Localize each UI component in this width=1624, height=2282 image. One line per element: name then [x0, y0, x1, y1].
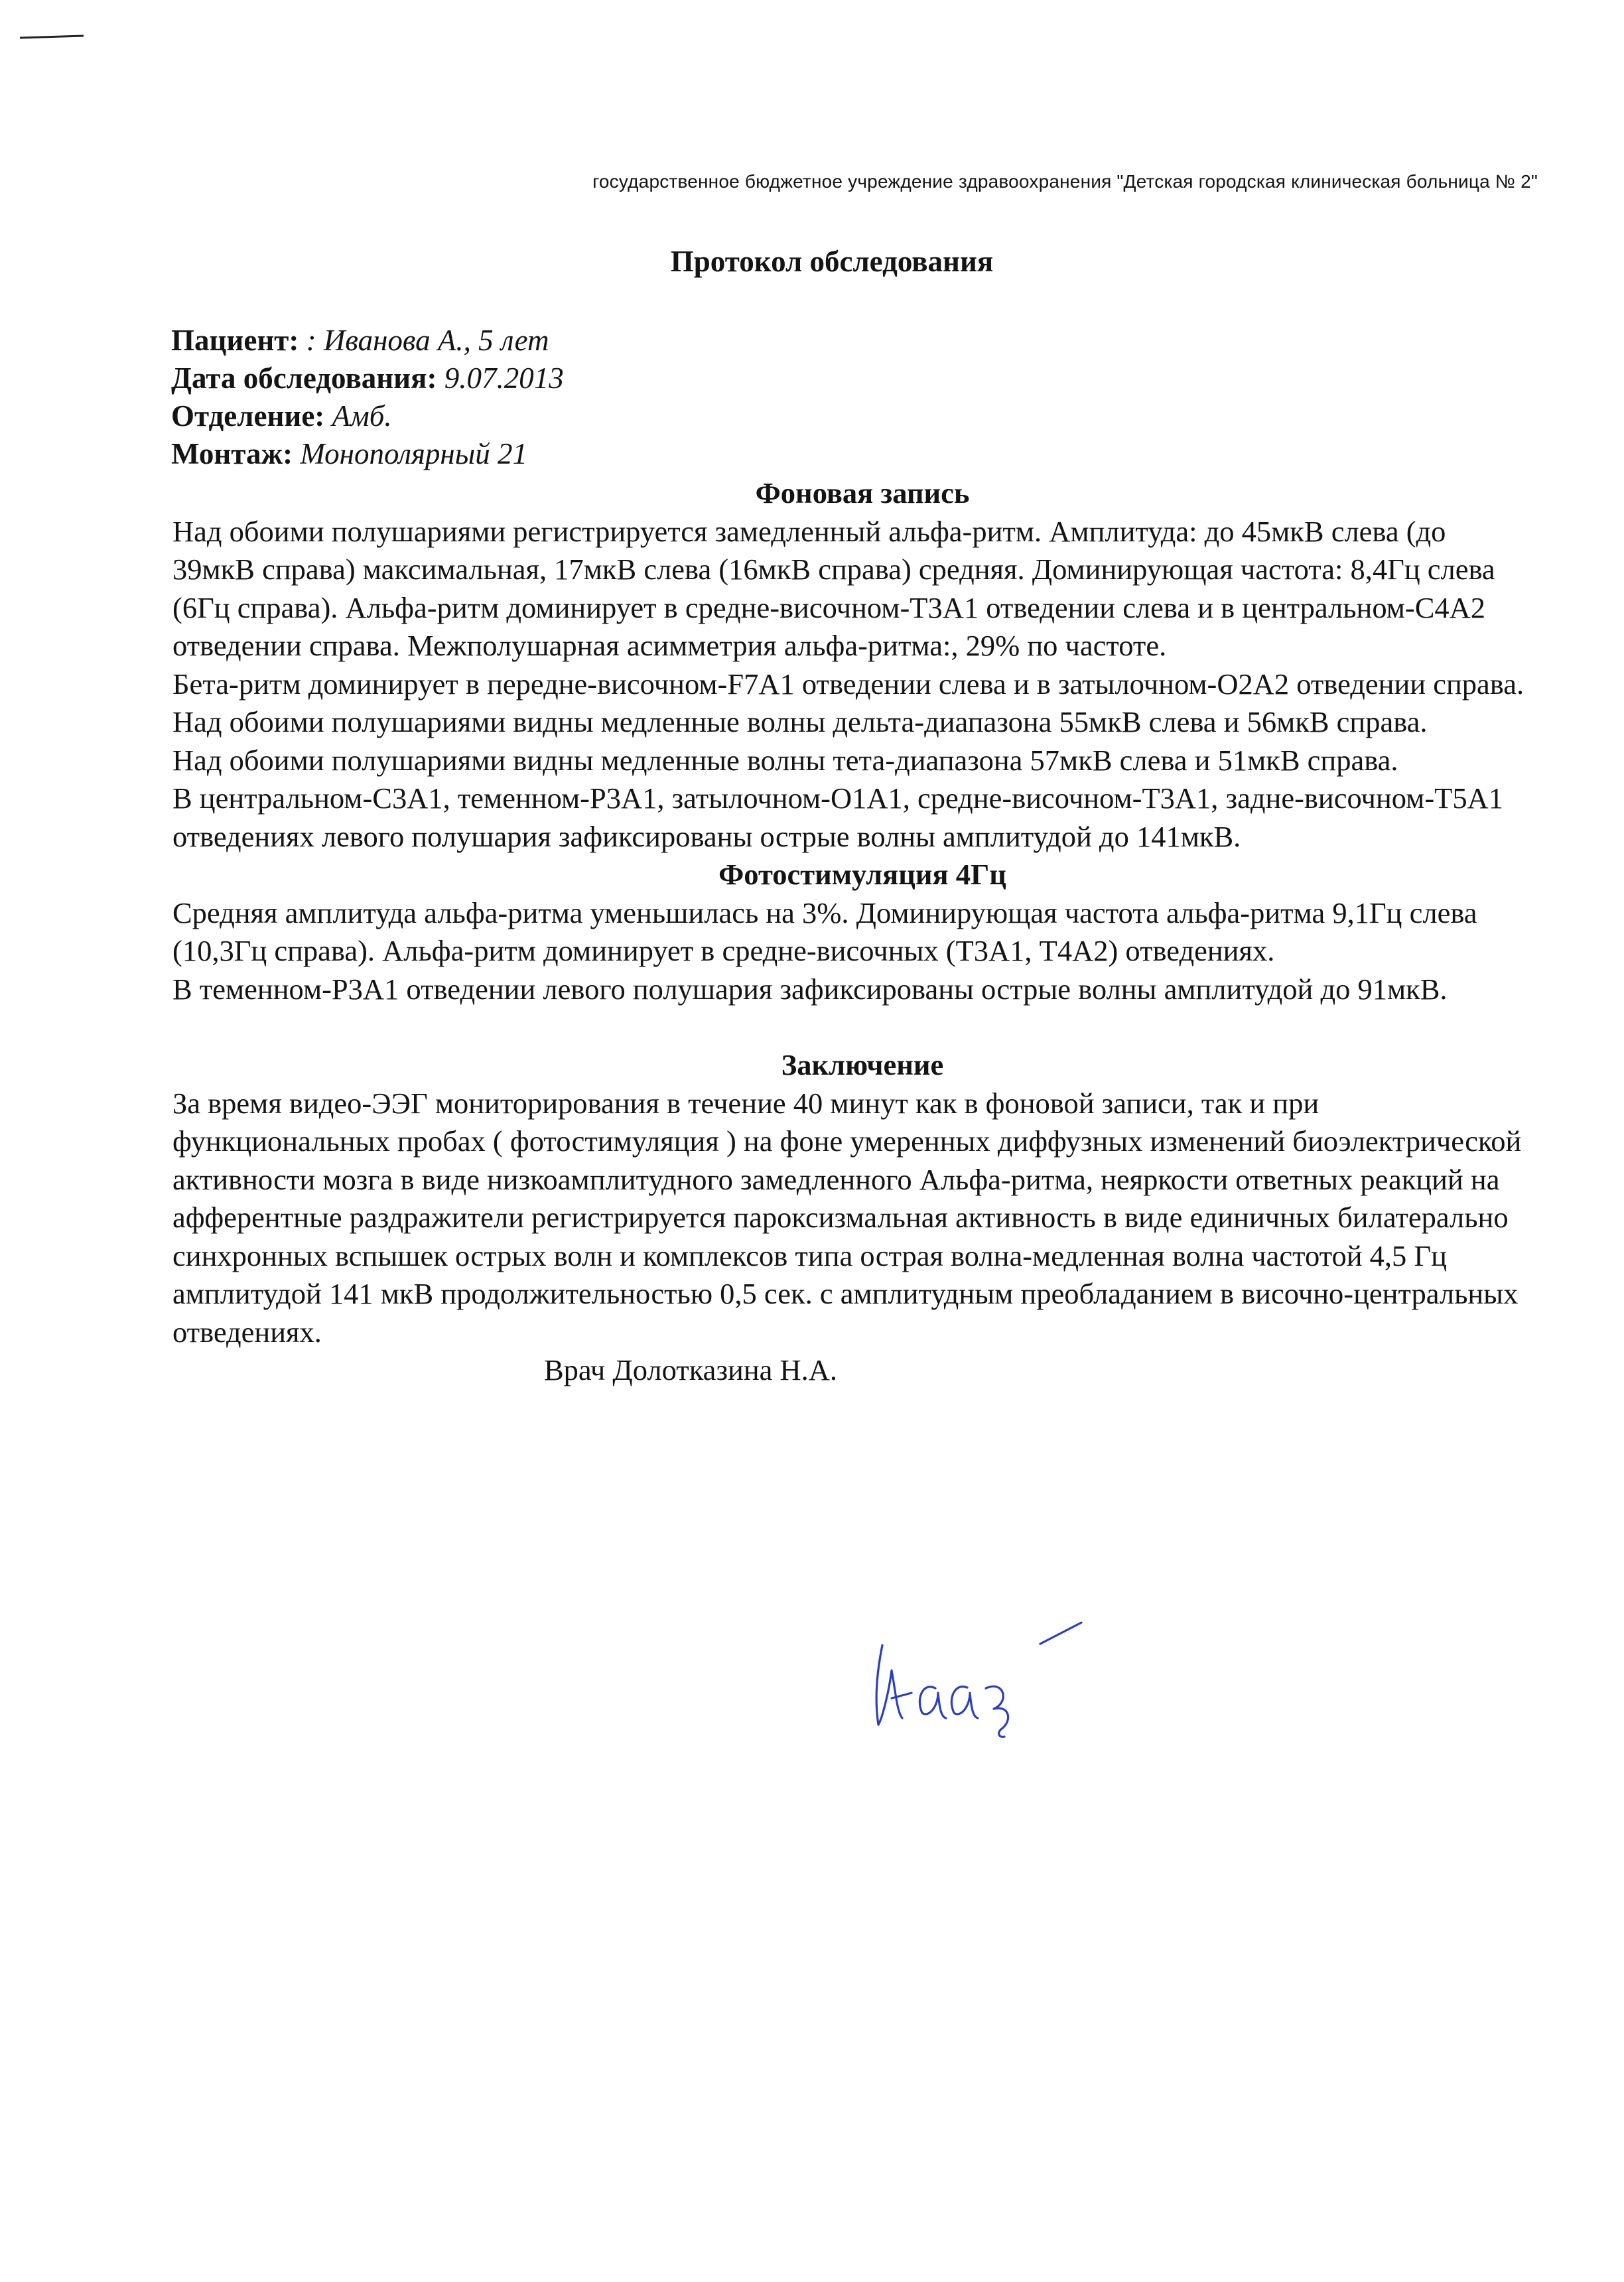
background-paragraph: Над обоими полушариями видны медленные волны дельта-диапазона 55мкВ слева и 56мкВ справа. [172, 705, 1428, 738]
photostimulation-section-title: Фотостимуляция 4Гц [718, 858, 1006, 891]
report-body [172, 474, 1526, 1390]
patient-value: : Иванова А., 5 лет [306, 324, 549, 357]
patient-row [171, 322, 564, 360]
scan-mark [19, 34, 85, 39]
doctor-signature-line: Врач Долотказина Н.А. [544, 1353, 838, 1386]
conclusion-section-title: Заключение [781, 1048, 944, 1081]
montage-label: Монтаж: [171, 437, 293, 470]
organization-header: государственное бюджетное учреждение здравоохранения "Детская городская клиническая больница № 2" [592, 171, 1538, 192]
department-value: Амб. [332, 399, 392, 433]
section-spacer [172, 1008, 1526, 1046]
page-title: Протокол обследования [670, 245, 994, 278]
background-paragraph: Над обоими полушариями регистрируется замедленный альфа-ритм. Амплитуда: до 45мкВ слева (до 39мкВ справа) максимальная, 17мкВ слева (16мкВ справа) средняя. Доминирующая частота: 8,4Гц слева (6Гц справа). Альфа-ритм доминирует в средне-височном-Т3А1 отведении слева и в центральном-С4А2 отведении справа. Межполушарная асимметрия альфа-ритма:, 29% по частоте. [172, 514, 1495, 662]
montage-row [171, 435, 564, 473]
handwritten-signature [862, 1619, 1088, 1745]
conclusion-text: За время видео-ЭЭГ мониторирования в течение 40 минут как в фоновой записи, так и при функциональных пробах ( фотостимуляция ) на фоне умеренных диффузных изменений биоэлектрической активности мозга в виде низкоамплитудного замедленного Альфа-ритма, неяркости ответных реакций на афферентные раздражители регистрируется пароксизмальная активность в виде единичных билатерально синхронных вспышек острых волн и комплексов типа острая волна-медленная волна частотой 4,5 Гц амплитудой 141 мкВ продолжительностью 0,5 сек. с амплитудным преобладанием в височно-центральных отведениях. [172, 1086, 1522, 1349]
photostimulation-paragraph: В теменном-Р3А1 отведении левого полушария зафиксированы острые волны амплитудой до 91мкВ. [172, 972, 1448, 1006]
exam-date-label: Дата обследования: [171, 362, 437, 395]
department-row [171, 397, 564, 435]
patient-info [171, 322, 564, 473]
photostimulation-paragraph: Средняя амплитуда альфа-ритма уменьшилась на 3%. Доминирующая частота альфа-ритма 9,1Гц слева (10,3Гц справа). Альфа-ритм доминирует в средне-височных (Т3А1, Т4А2) отведениях. [172, 896, 1477, 967]
background-paragraph: В центральном-С3А1, теменном-Р3А1, затылочном-О1А1, средне-височном-Т3А1, задне-височном-Т5А1 отведениях левого полушария зафиксированы острые волны амплитудой до 141мкВ. [172, 781, 1503, 853]
montage-value: Монополярный 21 [300, 437, 527, 470]
exam-date-value: 9.07.2013 [444, 362, 564, 395]
exam-date-row [171, 360, 564, 397]
department-label: Отделение: [171, 399, 325, 433]
background-paragraph: Бета-ритм доминирует в передне-височном-F7A1 отведении слева и в затылочном-О2А2 отведении справа. [172, 667, 1524, 701]
patient-label: Пациент: [171, 324, 299, 357]
background-section-title: Фоновая запись [755, 476, 970, 509]
background-paragraph: Над обоими полушариями видны медленные волны тета-диапазона 57мкВ слева и 51мкВ справа. [172, 743, 1398, 777]
